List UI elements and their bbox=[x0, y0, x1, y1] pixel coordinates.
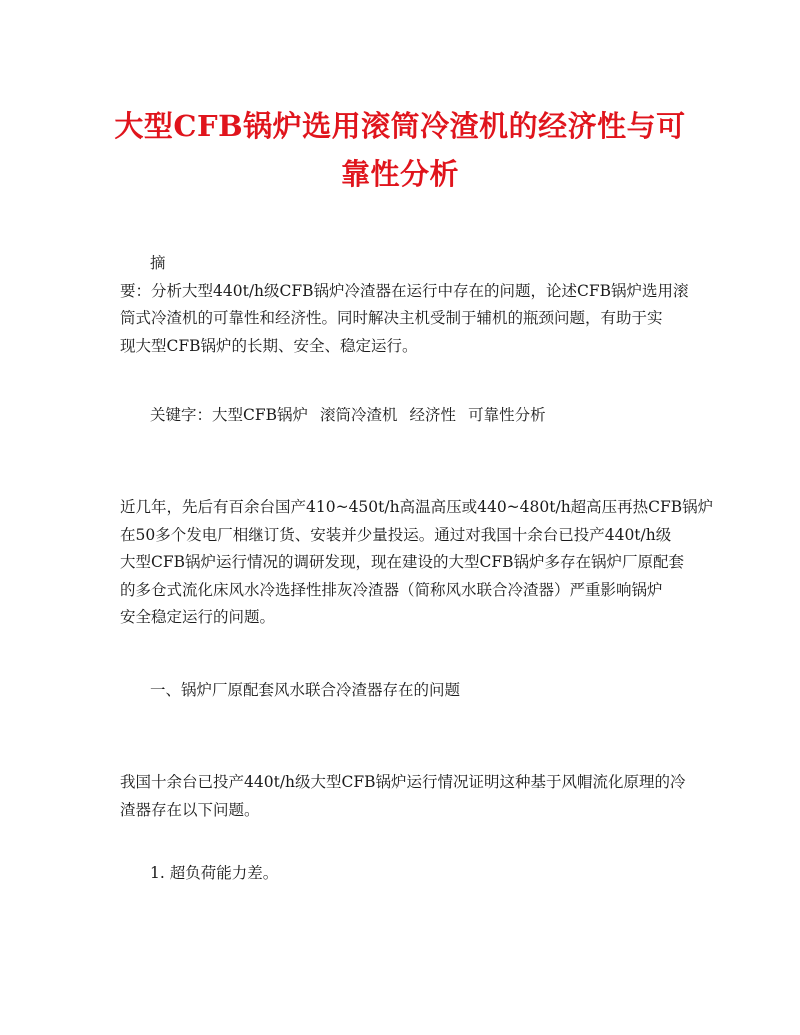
problems-paragraph bbox=[120, 769, 688, 824]
title-line-1: 大型CFB锅炉选用滚筒冷渣机的经济性与可 bbox=[114, 109, 686, 143]
keywords-label: 关键字： bbox=[150, 406, 213, 424]
keyword: 滚筒冷渣机 bbox=[320, 406, 398, 424]
abstract-line: 要：分析大型440t/h级CFB锅炉冷渣器在运行中存在的问题，论述CFB锅炉选用滚 bbox=[120, 281, 689, 300]
keyword: 大型CFB锅炉 bbox=[212, 406, 309, 424]
abstract-paragraph bbox=[120, 250, 688, 360]
intro-line: 在50多个发电厂相继订货、安装并少量投运。通过对我国十余台已投产440t/h级 bbox=[120, 525, 672, 544]
problems-line: 渣器存在以下问题。 bbox=[120, 800, 260, 819]
abstract-line: 现大型CFB锅炉的长期、安全、稳定运行。 bbox=[120, 336, 418, 355]
intro-line: 的多仓式流化床风水冷选择性排灰冷渣器（简称风水联合冷渣器）严重影响锅炉 bbox=[120, 580, 663, 599]
problems-line: 我国十余台已投产440t/h级大型CFB锅炉运行情况证明这种基于风帽流化原理的冷 bbox=[120, 773, 686, 791]
document-title bbox=[100, 102, 700, 198]
title-line-2: 靠性分析 bbox=[340, 157, 459, 191]
intro-paragraph bbox=[120, 494, 714, 632]
abstract-line: 摘 bbox=[150, 254, 166, 272]
list-item bbox=[120, 860, 688, 888]
list-item-text: 1. 超负荷能力差。 bbox=[150, 864, 279, 882]
intro-line: 大型CFB锅炉运行情况的调研发现，现在建设的大型CFB锅炉多存在锅炉厂原配套 bbox=[120, 553, 685, 571]
keyword: 经济性 bbox=[409, 406, 457, 424]
intro-line: 安全稳定运行的问题。 bbox=[120, 608, 276, 626]
abstract-line: 筒式冷渣机的可靠性和经济性。同时解决主机受制于辅机的瓶颈问题，有助于实 bbox=[120, 309, 663, 327]
intro-line: 近几年，先后有百余台国产410~450t/h高温高压或440~480t/h超高压再热CFB锅炉 bbox=[120, 498, 714, 516]
keywords-line bbox=[120, 402, 688, 430]
keyword: 可靠性分析 bbox=[468, 406, 546, 424]
section-heading-text: 一、锅炉厂原配套风水联合冷渣器存在的问题 bbox=[150, 681, 461, 699]
section-heading bbox=[120, 677, 688, 705]
